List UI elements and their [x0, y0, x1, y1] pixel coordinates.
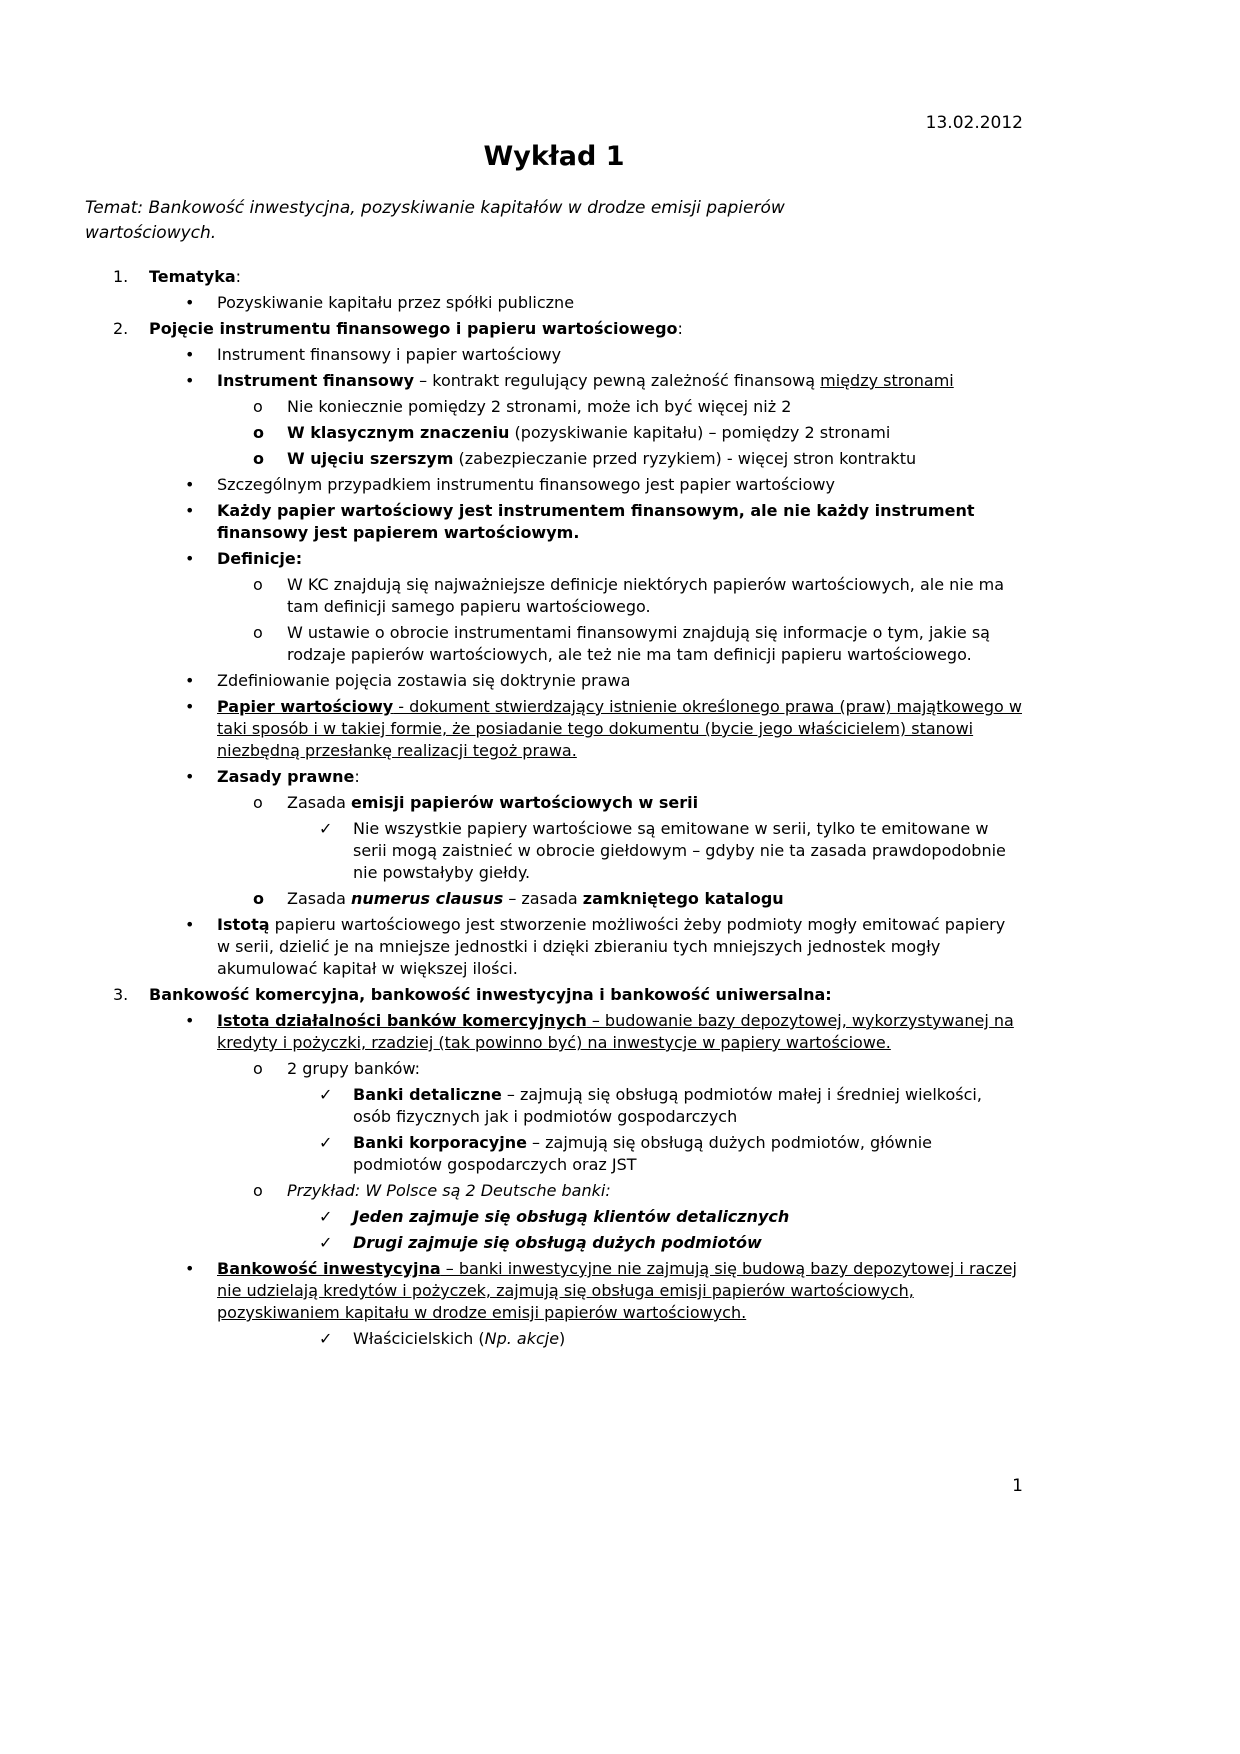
- list-item-text: [287, 449, 916, 468]
- text-segment: Definicje:: [217, 549, 303, 568]
- text-segment: Bankowość inwestycyjna: [217, 1259, 441, 1278]
- list-item-text: [217, 697, 1022, 760]
- list-item-text: [217, 549, 302, 568]
- list-item-text: [149, 267, 241, 286]
- list-item: [85, 344, 1023, 366]
- list-marker: •: [185, 671, 195, 690]
- list-item: [85, 292, 1023, 314]
- list-item: [85, 1232, 1023, 1254]
- text-segment: emisji papierów wartościowych w serii: [350, 793, 699, 812]
- intro-paragraph: Temat: Bankowość inwestycjna, pozyskiwanie kapitałów w drodze emisji papierów wartościowych.: [85, 198, 785, 243]
- list-item-text: [353, 1329, 565, 1348]
- lecture-list: [85, 266, 1023, 1350]
- text-segment: Zasady prawne: [217, 767, 355, 786]
- list-item-text: [217, 371, 954, 390]
- list-item-text: [287, 623, 990, 664]
- text-segment: (zabezpieczanie przed ryzykiem) - więcej stron kontraktu: [453, 449, 917, 468]
- text-segment: Pojęcie instrumentu finansowego i papieru wartościowego: [149, 319, 678, 338]
- list-marker: •: [185, 697, 195, 716]
- list-marker: •: [185, 501, 195, 520]
- text-segment: Przykład: W Polsce są 2 Deutsche banki:: [287, 1181, 611, 1200]
- list-item: [85, 422, 1023, 444]
- list-marker: 3.: [113, 985, 129, 1004]
- list-marker: o: [253, 423, 264, 442]
- list-item: [85, 474, 1023, 496]
- text-segment: (pozyskiwanie kapitału) – pomiędzy 2 stronami: [509, 423, 891, 442]
- text-segment: – kontrakt regulujący pewną zależność finansową: [414, 371, 821, 390]
- document-content: [85, 112, 1023, 1354]
- text-segment: Banki detaliczne: [353, 1085, 502, 1104]
- text-segment: Właścicielskich (: [353, 1329, 485, 1348]
- list-marker: •: [185, 371, 195, 390]
- list-item-text: [217, 345, 561, 364]
- list-marker: o: [253, 1181, 263, 1200]
- text-segment: Tematyka: [149, 267, 236, 286]
- text-segment: Szczególnym przypadkiem instrumentu finansowego jest papier wartościowy: [217, 475, 835, 494]
- list-item-text: [217, 293, 574, 312]
- list-item-text: [149, 985, 832, 1004]
- text-segment: Papier wartościowy: [217, 697, 394, 716]
- list-marker: ✓: [319, 1207, 333, 1226]
- list-marker: o: [253, 397, 263, 416]
- page-number: 1: [1012, 1476, 1023, 1496]
- list-marker: •: [185, 293, 195, 312]
- text-segment: Każdy papier wartościowy jest instrumentem finansowym, ale nie każdy instrument finansowy jest papierem wartościowym.: [217, 501, 975, 542]
- text-segment: papieru wartościowego jest stworzenie możliwości żeby podmioty mogły emitować papiery w serii, dzielić je na mniejsze jednostki i dzięki zbieraniu tych mniejszych jednostek mogły akumulować kapitał w większej ilości.: [217, 915, 1006, 978]
- text-segment: Nie wszystkie papiery wartościowe są emitowane w serii, tylko te emitowane w serii mogą zaistnieć w obrocie giełdowym – gdyby nie ta zasada prawdopodobnie nie powstałyby giełdy.: [353, 819, 1006, 882]
- text-segment: – budowanie bazy depozytowej, wykorzystywanej na kredyty i pożyczki, rzadziej (tak powinno być) na inwestycje w papiery wartościowe.: [217, 1011, 1014, 1052]
- list-item: [85, 370, 1023, 392]
- list-marker: •: [185, 1259, 195, 1278]
- text-segment: Nie koniecznie pomiędzy 2 stronami, może ich być więcej niż 2: [287, 397, 792, 416]
- list-item: [85, 818, 1023, 884]
- text-segment: Zdefiniowanie pojęcia zostawia się doktrynie prawa: [217, 671, 631, 690]
- list-item-text: [217, 671, 630, 690]
- list-marker: •: [185, 345, 195, 364]
- text-segment: ): [559, 1329, 566, 1348]
- text-segment: Np. akcje: [484, 1329, 560, 1348]
- list-item-text: [217, 475, 835, 494]
- list-item: [85, 1180, 1023, 1202]
- text-segment: - dokument stwierdzający istnienie określonego prawa (praw) majątkowego w taki sposób i w takiej formie, że posiadanie tego dokumentu (bycie jego właścicielem) stanowi niezbędną przesłankę realizacji tegoż prawa.: [217, 697, 1022, 760]
- list-item: [85, 1258, 1023, 1324]
- list-item: [85, 984, 1023, 1006]
- list-marker: ✓: [319, 819, 333, 838]
- text-segment: W KC znajdują się najważniejsze definicje niektórych papierów wartościowych, ale nie ma tam definicji samego papieru wartościowego.: [287, 575, 1005, 616]
- list-item: [85, 1058, 1023, 1080]
- text-segment: :: [354, 767, 360, 786]
- text-segment: między stronami: [820, 371, 954, 390]
- list-item: [85, 1206, 1023, 1228]
- text-segment: W ustawie o obrocie instrumentami finansowymi znajdują się informacje o tym, jakie są rodzaje papierów wartościowych, ale też nie ma tam definicji papieru wartościowego.: [287, 623, 990, 664]
- list-item-text: [217, 767, 360, 786]
- list-item: [85, 548, 1023, 570]
- list-item: [85, 622, 1023, 666]
- list-item: [85, 670, 1023, 692]
- text-segment: Instrument finansowy: [217, 371, 415, 390]
- list-item: [85, 448, 1023, 470]
- list-item-text: [353, 1233, 762, 1252]
- list-marker: ✓: [319, 1233, 333, 1252]
- text-segment: 2 grupy banków:: [287, 1059, 421, 1078]
- list-marker: ✓: [319, 1085, 333, 1104]
- text-segment: – zajmują się obsługą dużych podmiotów, głównie podmiotów gospodarczych oraz JST: [353, 1133, 932, 1174]
- list-item: [85, 266, 1023, 288]
- text-segment: :: [677, 319, 683, 338]
- list-marker: o: [253, 1059, 263, 1078]
- list-marker: ✓: [319, 1133, 333, 1152]
- text-segment: Zasada: [287, 889, 351, 908]
- list-item: [85, 888, 1023, 910]
- list-item-text: [287, 1181, 611, 1200]
- text-segment: Bankowość komercyjna, bankowość inwestycyjna i bankowość uniwersalna:: [149, 985, 832, 1004]
- list-marker: 2.: [113, 319, 129, 338]
- list-item: [85, 574, 1023, 618]
- text-segment: Pozyskiwanie kapitału przez spółki publiczne: [217, 293, 575, 312]
- list-marker: o: [253, 793, 263, 812]
- list-item: [85, 766, 1023, 788]
- text-segment: Banki korporacyjne: [353, 1133, 527, 1152]
- list-marker: o: [253, 623, 263, 642]
- list-item: [85, 318, 1023, 340]
- text-segment: Drugi zajmuje się obsługą dużych podmiotów: [353, 1233, 762, 1252]
- list-item-text: [353, 819, 1006, 882]
- list-item: [85, 1132, 1023, 1176]
- text-segment: W ujęciu szerszym: [287, 449, 454, 468]
- list-item-text: [287, 793, 698, 812]
- text-segment: numerus clausus: [350, 889, 504, 908]
- list-item-text: [287, 1059, 420, 1078]
- text-segment: :: [235, 267, 242, 286]
- list-item: [85, 696, 1023, 762]
- list-item: [85, 792, 1023, 814]
- list-marker: ✓: [319, 1329, 333, 1348]
- document-date: 13.02.2012: [925, 113, 1023, 133]
- list-item-text: [217, 1011, 1014, 1052]
- list-marker: •: [185, 915, 195, 934]
- list-item: [85, 396, 1023, 418]
- list-item: [85, 1084, 1023, 1128]
- list-marker: o: [253, 449, 264, 468]
- list-item-text: [217, 501, 974, 542]
- document-title: Wykład 1: [483, 141, 625, 172]
- text-segment: Zasada: [287, 793, 351, 812]
- list-marker: o: [253, 889, 264, 908]
- text-segment: Instrument finansowy i papier wartościowy: [217, 345, 562, 364]
- list-item-text: [149, 319, 683, 338]
- list-item: [85, 914, 1023, 980]
- text-segment: Istota działalności banków komercyjnych: [217, 1011, 587, 1030]
- text-segment: – zajmują się obsługą podmiotów małej i średniej wielkości, osób fizycznych jak i podmiotów gospodarczych: [353, 1085, 982, 1126]
- text-segment: – banki inwestycyjne nie zajmują się budową bazy depozytowej i raczej nie udzielają kredytów i pożyczek, zajmują się obsługa emisji papierów wartościowych, pozyskiwaniem kapitału w drodze emisji papierów wartościowych.: [217, 1259, 1017, 1322]
- list-item-text: [353, 1085, 982, 1126]
- list-marker: •: [185, 1011, 195, 1030]
- list-marker: •: [185, 475, 195, 494]
- text-segment: W klasycznym znaczeniu: [287, 423, 510, 442]
- list-item: [85, 1010, 1023, 1054]
- list-item-text: [217, 915, 1005, 978]
- list-item-text: [287, 397, 791, 416]
- list-item-text: [353, 1207, 789, 1226]
- list-item-text: [217, 1259, 1017, 1322]
- list-marker: •: [185, 767, 195, 786]
- text-segment: Istotą: [217, 915, 270, 934]
- text-segment: – zasada: [503, 889, 583, 908]
- list-marker: •: [185, 549, 195, 568]
- list-item: [85, 1328, 1023, 1350]
- list-item: [85, 500, 1023, 544]
- list-marker: o: [253, 575, 263, 594]
- list-item-text: [353, 1133, 932, 1174]
- list-item-text: [287, 575, 1004, 616]
- text-segment: zamkniętego katalogu: [582, 889, 784, 908]
- list-marker: 1.: [113, 267, 129, 286]
- list-item-text: [287, 889, 784, 908]
- text-segment: Jeden zajmuje się obsługą klientów detalicznych: [353, 1207, 790, 1226]
- list-item-text: [287, 423, 890, 442]
